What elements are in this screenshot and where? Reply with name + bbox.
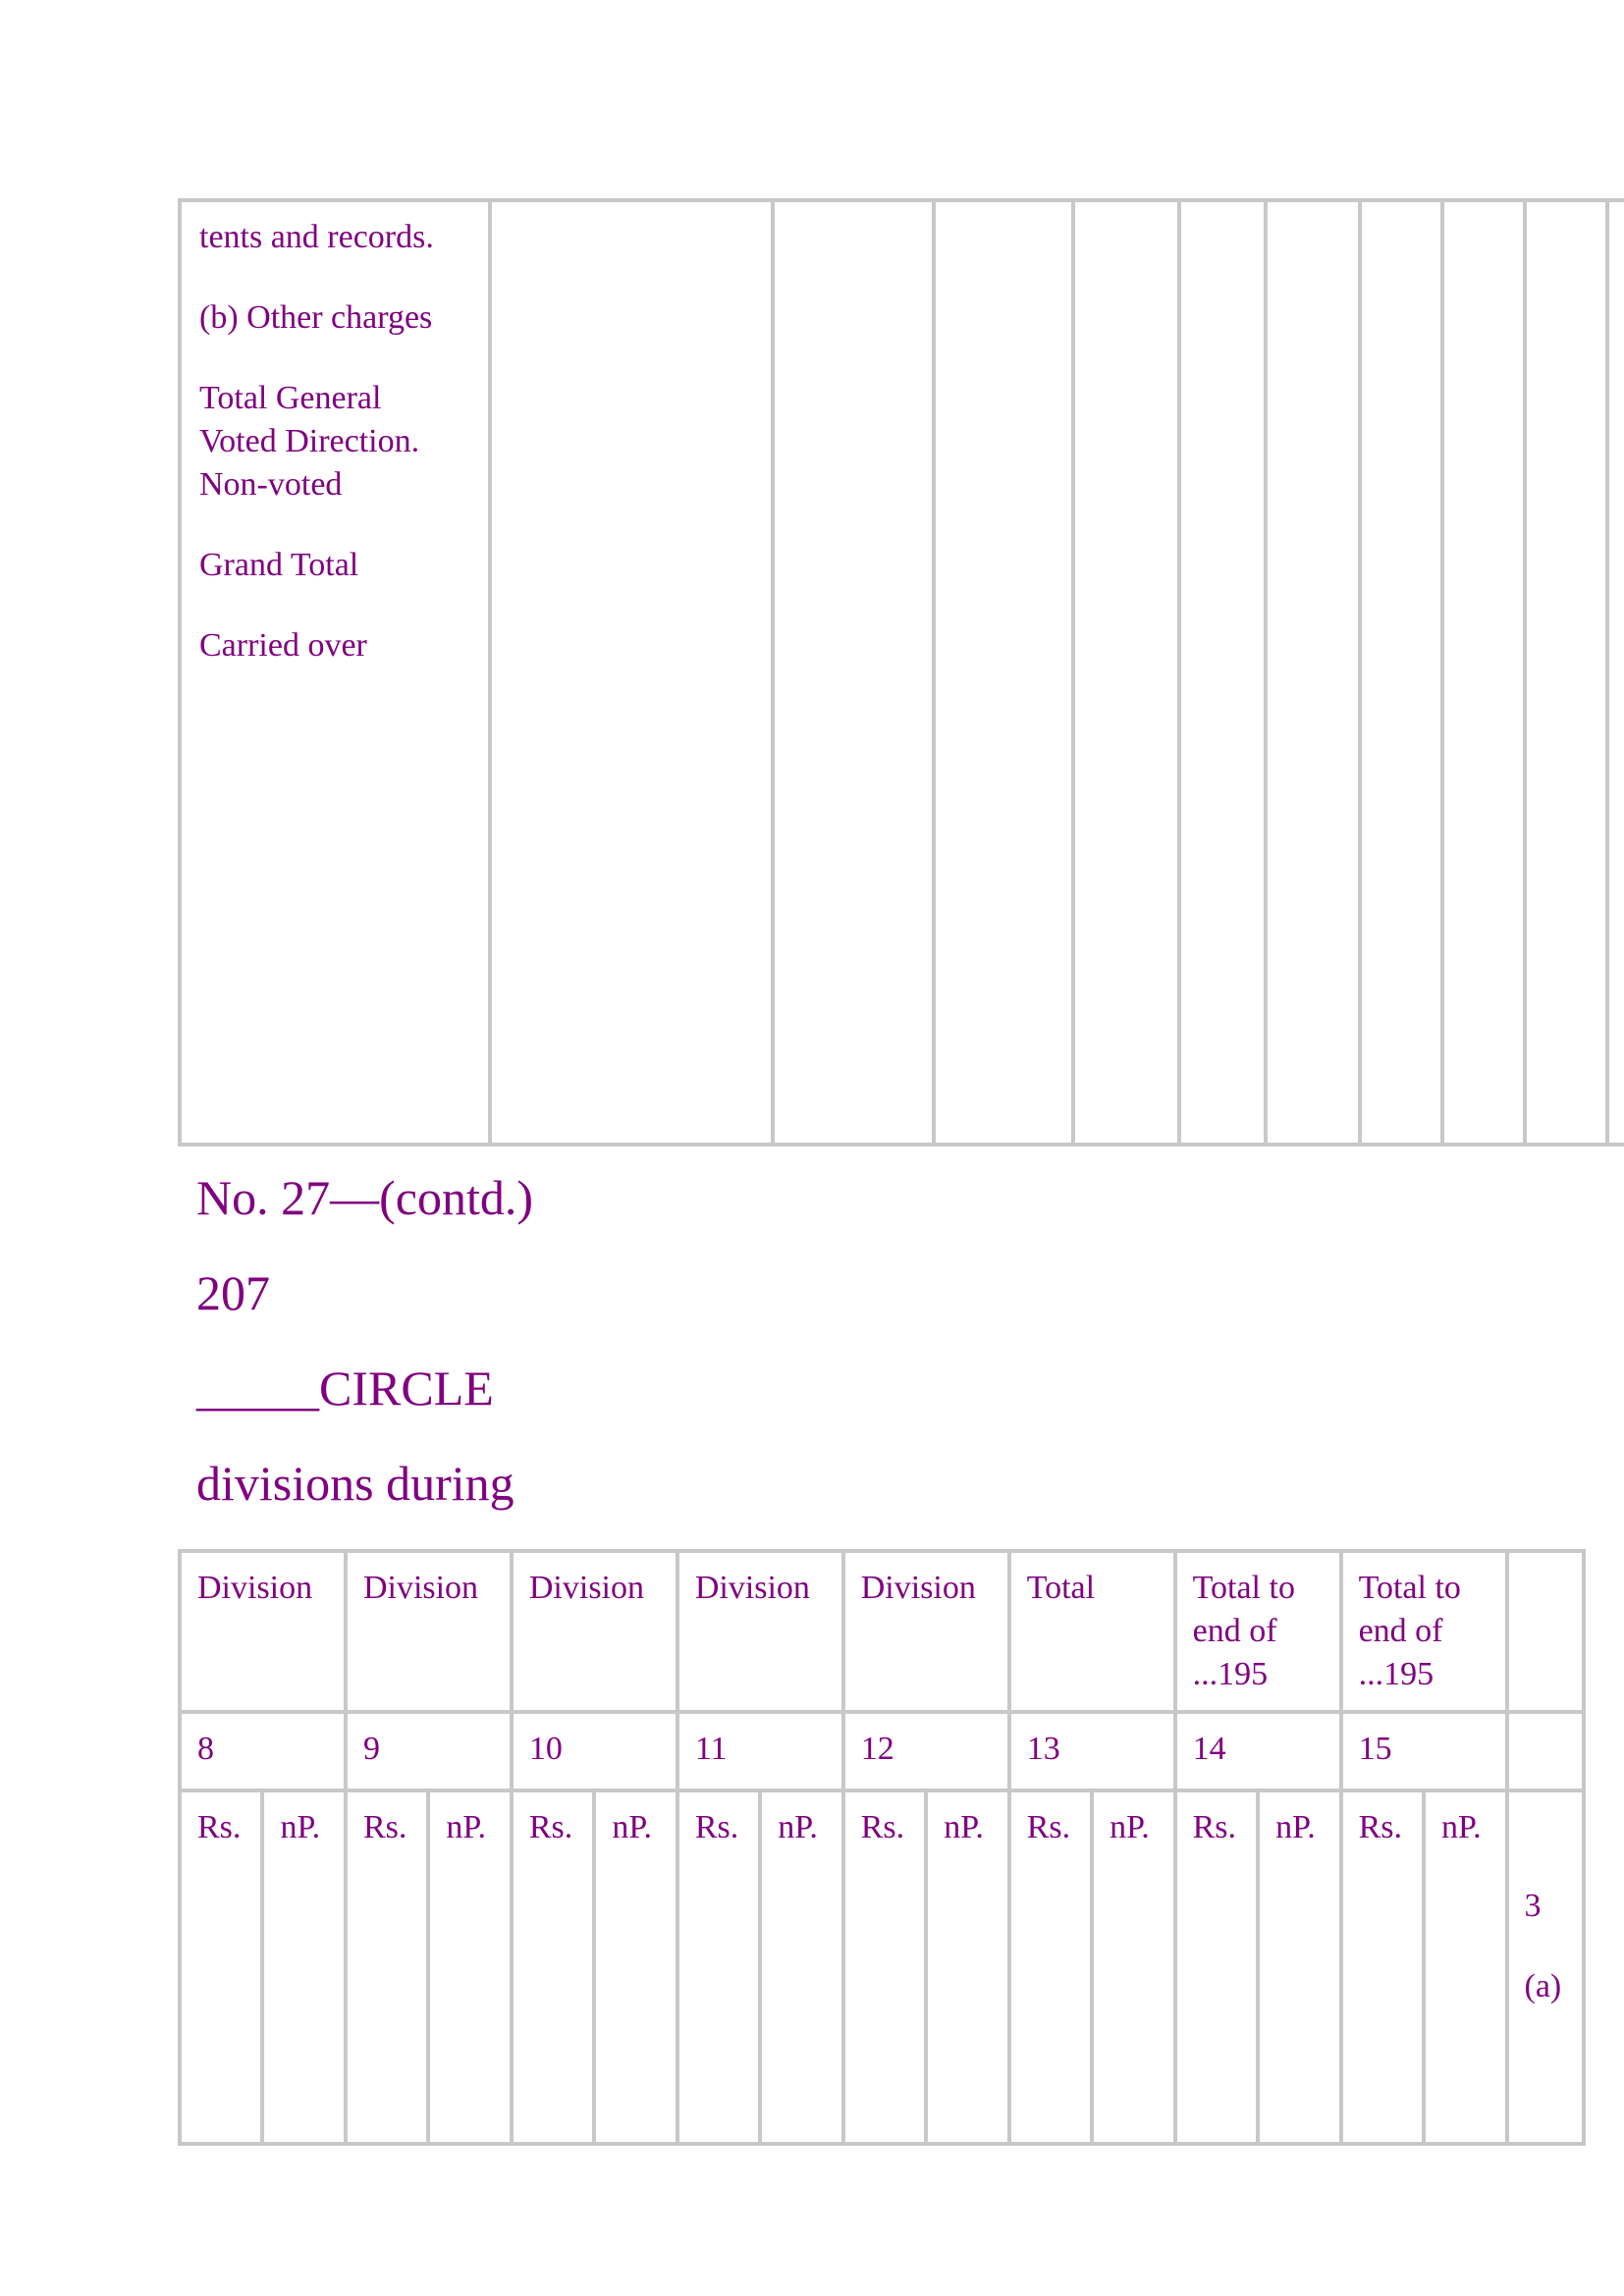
column-header: Division <box>512 1551 677 1712</box>
column-header: Division <box>180 1551 346 1712</box>
side-label-number: 3 <box>1524 1888 1542 1924</box>
unit-rupees: Rs. <box>180 1790 262 2144</box>
unit-naye-paise: nP. <box>594 1790 677 2144</box>
empty-cell <box>1442 200 1525 1145</box>
empty-cell <box>1360 200 1442 1145</box>
column-header: Division <box>677 1551 843 1712</box>
column-number: 8 <box>180 1712 346 1790</box>
column-header: Total <box>1009 1551 1175 1712</box>
line-voted-direction: Voted Direction. <box>199 423 420 459</box>
unit-naye-paise: nP. <box>1424 1790 1506 2144</box>
line-non-voted: Non-voted <box>199 466 343 503</box>
unit-naye-paise: nP. <box>262 1790 345 2144</box>
column-number: 12 <box>843 1712 1009 1790</box>
line-total-block <box>199 377 470 507</box>
unit-rupees: Rs. <box>1009 1790 1092 2144</box>
column-number: 10 <box>512 1712 677 1790</box>
unit-naye-paise: nP. <box>760 1790 842 2144</box>
statement-number: No. 27—(contd.) <box>196 1170 533 1225</box>
divisions-during: divisions during <box>196 1456 514 1511</box>
unit-rupees: Rs. <box>512 1790 594 2144</box>
line-tents-records: tents and records. <box>199 219 434 255</box>
column-number: 14 <box>1175 1712 1341 1790</box>
unit-rupees: Rs. <box>843 1790 926 2144</box>
side-label-cell <box>1507 1790 1585 2144</box>
column-header: Total to end of ...195 <box>1175 1551 1341 1712</box>
column-number: 11 <box>677 1712 843 1790</box>
column-header: Division <box>346 1551 512 1712</box>
empty-cell <box>1073 200 1179 1145</box>
column-number: 13 <box>1009 1712 1175 1790</box>
unit-row <box>180 1790 1584 2144</box>
empty-header-cell <box>1507 1551 1585 1712</box>
line-grand-total: Grand Total <box>199 547 359 583</box>
empty-cell <box>490 200 773 1145</box>
table-row <box>180 200 1624 1145</box>
top-table <box>178 198 1624 1147</box>
line-carried-over: Carried over <box>199 627 367 664</box>
empty-cell <box>773 200 934 1145</box>
line-other-charges: (b) Other charges <box>199 299 433 336</box>
unit-rupees: Rs. <box>1175 1790 1258 2144</box>
unit-rupees: Rs. <box>346 1790 428 2144</box>
column-number: 15 <box>1341 1712 1507 1790</box>
column-number-row <box>180 1712 1584 1790</box>
unit-naye-paise: nP. <box>926 1790 1008 2144</box>
empty-cell <box>1179 200 1266 1145</box>
divisions-table <box>178 1549 1586 2146</box>
empty-cell <box>1607 200 1624 1145</box>
empty-cell <box>934 200 1073 1145</box>
empty-number-cell <box>1507 1712 1585 1790</box>
header-row <box>180 1551 1584 1712</box>
unit-naye-paise: nP. <box>1092 1790 1174 2144</box>
empty-cell <box>1525 200 1607 1145</box>
unit-rupees: Rs. <box>1341 1790 1424 2144</box>
description-cell <box>180 200 490 1145</box>
unit-rupees: Rs. <box>677 1790 760 2144</box>
column-header: Total to end of ...195 <box>1341 1551 1507 1712</box>
column-header: Division <box>843 1551 1009 1712</box>
circle-title: _____CIRCLE <box>196 1361 494 1415</box>
empty-cell <box>1266 200 1360 1145</box>
unit-naye-paise: nP. <box>428 1790 511 2144</box>
side-label-letter: (a) <box>1524 1968 1562 2004</box>
page-number: 207 <box>196 1265 270 1320</box>
column-number: 9 <box>346 1712 512 1790</box>
unit-naye-paise: nP. <box>1258 1790 1340 2144</box>
line-total-general: Total General <box>199 380 382 416</box>
